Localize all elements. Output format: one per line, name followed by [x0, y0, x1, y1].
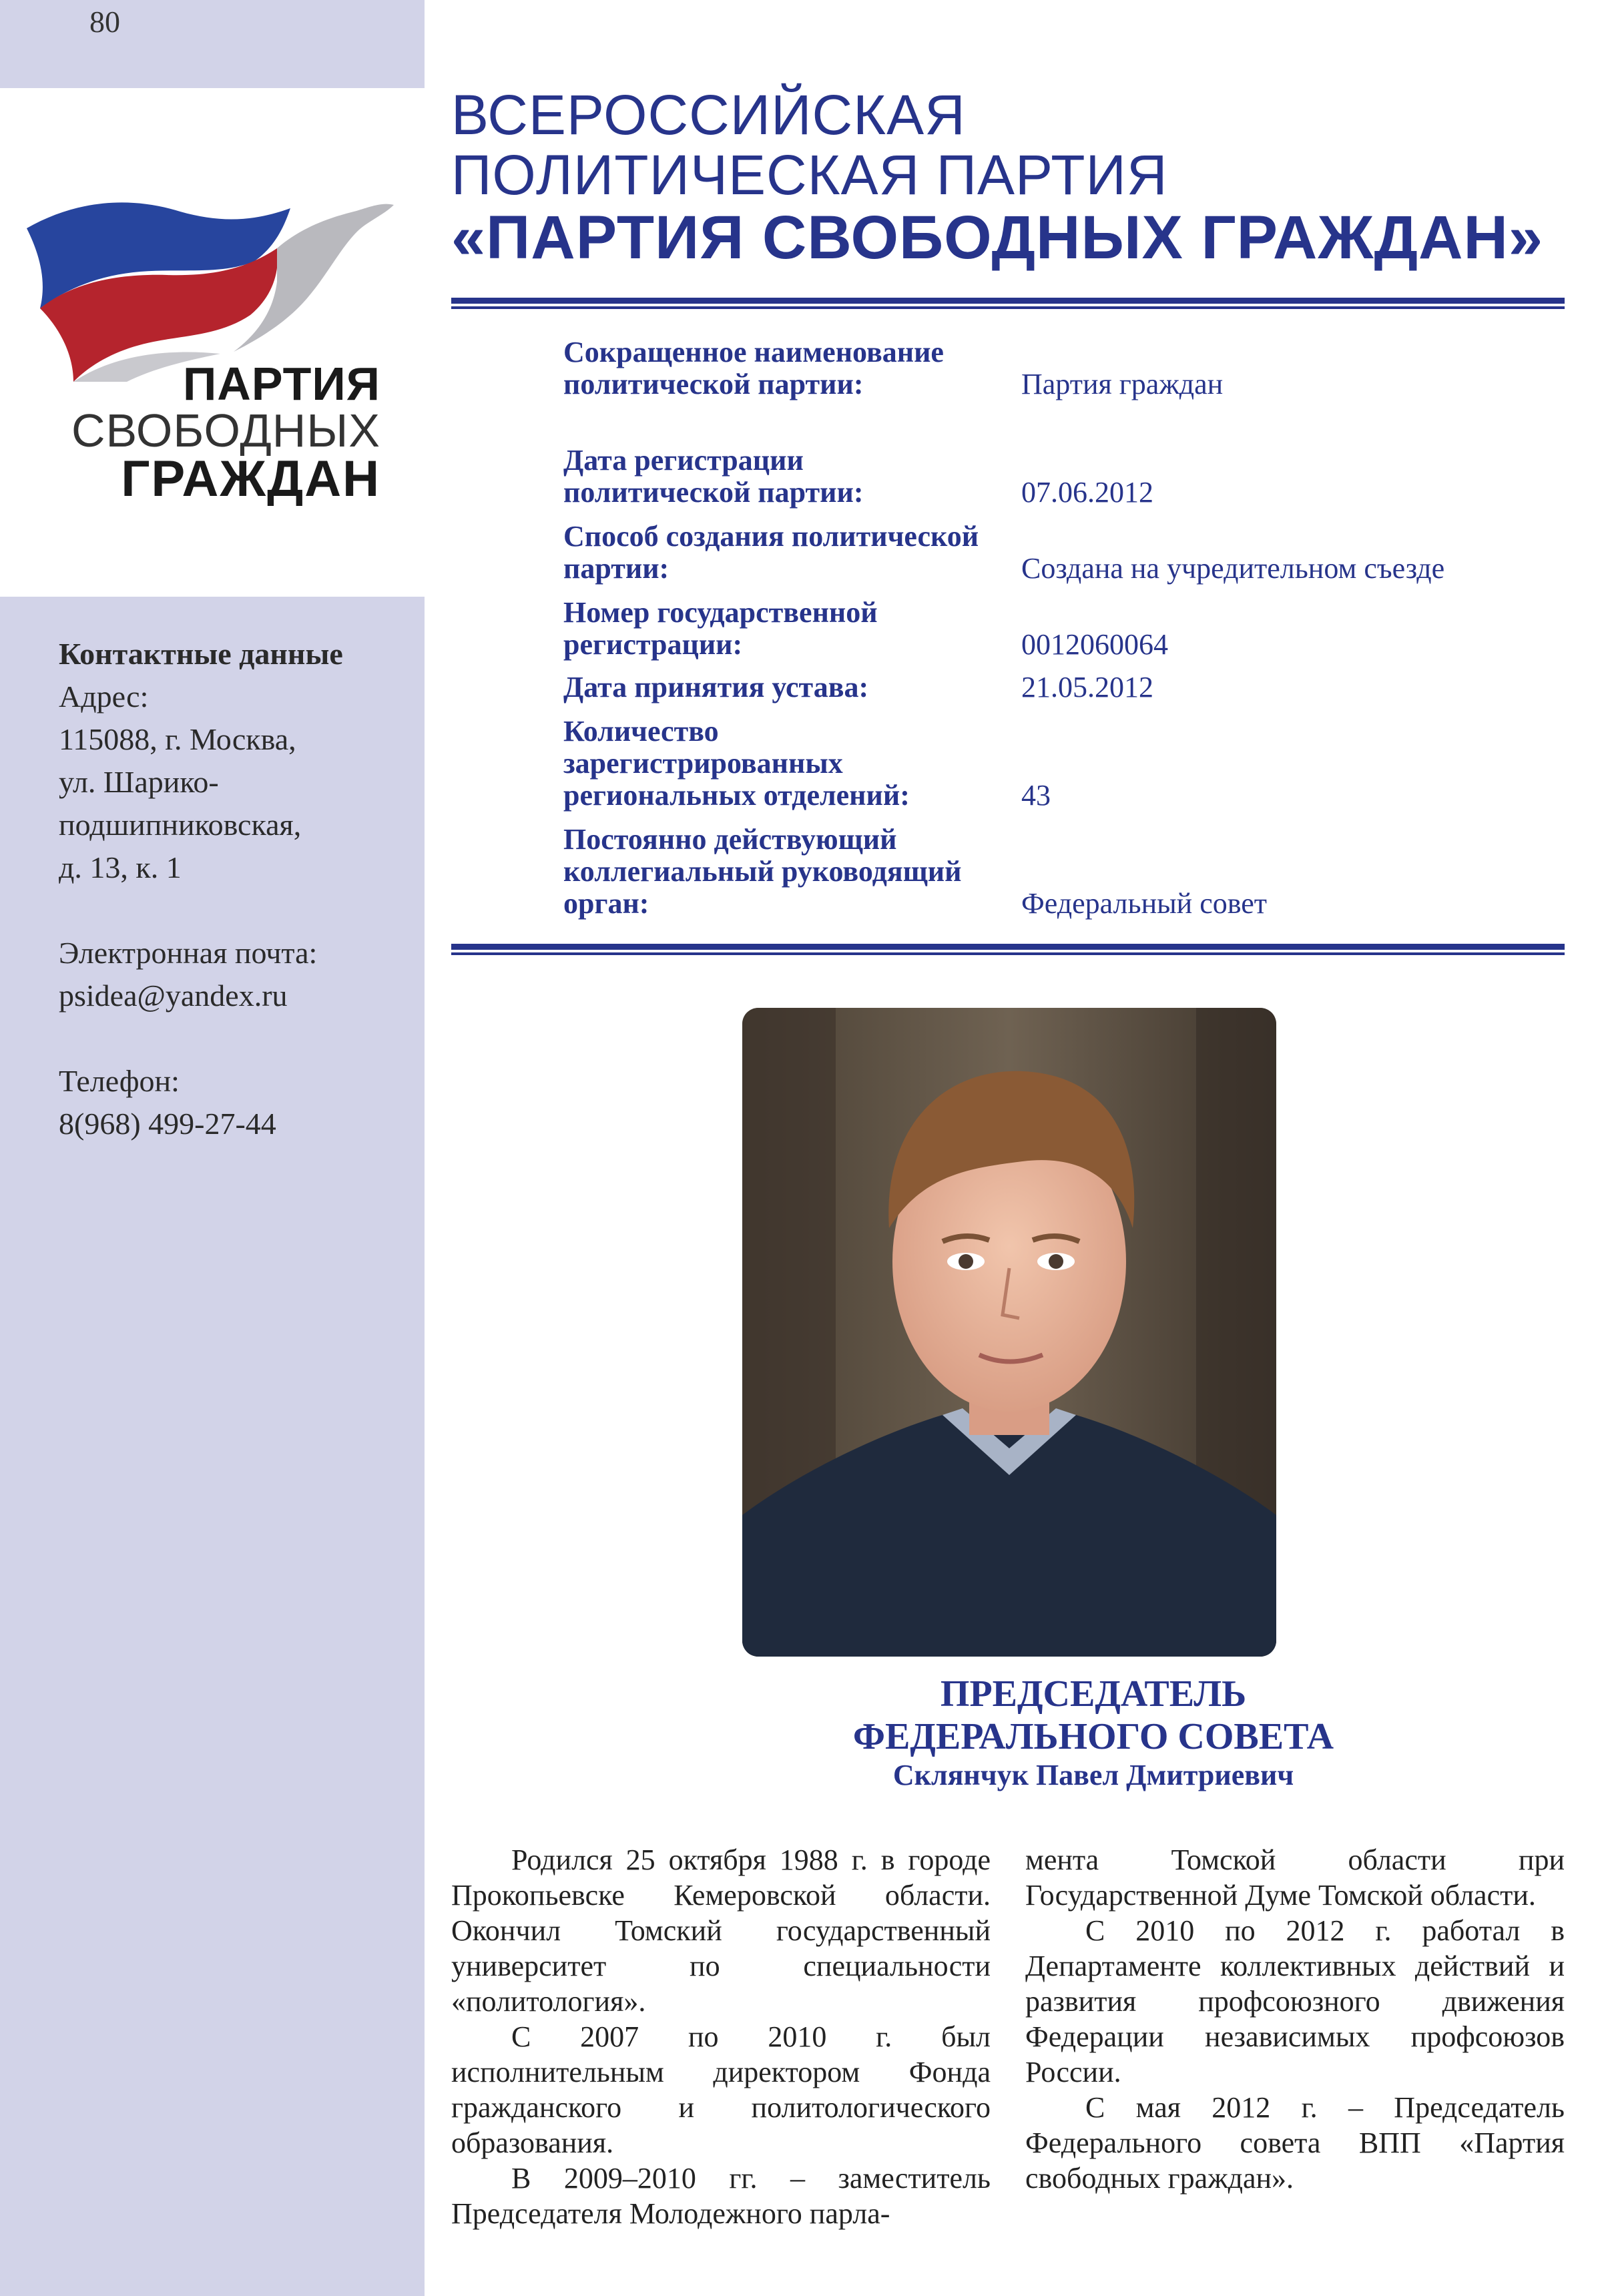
bottom-divider: [451, 944, 1565, 957]
address-line: 115088, г. Москва,: [59, 722, 296, 756]
info-label: Способ создания политической партии:: [563, 520, 979, 585]
info-value: Партия граждан: [1021, 368, 1224, 400]
logo-text-line2: СВОБОДНЫХ: [71, 404, 380, 457]
info-row: [563, 441, 1565, 509]
title-line3: «ПАРТИЯ СВОБОДНЫХ ГРАЖДАН»: [451, 204, 1544, 272]
bio-paragraph: Родился 25 октября 1988 г. в городе Прокопьевске Кемеровской области. Окончил Томский государственный университет по специальности «политология».: [451, 1843, 991, 2018]
page-number: 80: [89, 5, 120, 39]
info-label: Сокращенное наименование политической партии:: [563, 336, 944, 400]
address-line: подшипниковская,: [59, 808, 302, 842]
title-line1: ВСЕРОССИЙСКАЯ: [451, 83, 966, 146]
info-value: 0012060064: [1021, 628, 1168, 661]
contacts-title: Контактные данные: [59, 637, 343, 671]
info-value: 21.05.2012: [1021, 671, 1153, 703]
info-row: [563, 514, 1565, 585]
chairman-title-line2: ФЕДЕРАЛЬНОГО СОВЕТА: [852, 1716, 1334, 1757]
email-label: Электронная почта:: [59, 936, 318, 970]
logo-text-line1: ПАРТИЯ: [182, 358, 380, 410]
bio-paragraph: мента Томской области при Государственной Думе Томской области.: [1025, 1843, 1565, 1912]
party-logo: [0, 88, 425, 597]
chairman-title-line1: ПРЕДСЕДАТЕЛЬ: [940, 1673, 1247, 1715]
info-value: Федеральный совет: [1021, 887, 1268, 920]
title-line2: ПОЛИТИЧЕСКАЯ ПАРТИЯ: [451, 144, 1168, 206]
bio-paragraph: С 2010 по 2012 г. работал в Департаменте коллективных действий и развития профсоюзного движения Федерации независимых профсоюзов России.: [1025, 1914, 1565, 2088]
info-value: 07.06.2012: [1021, 476, 1153, 509]
bio-paragraph: С мая 2012 г. – Председатель Федерального совета ВПП «Партия свободных граждан».: [1025, 2091, 1565, 2195]
address-line: д. 13, к. 1: [59, 850, 182, 884]
email-value[interactable]: psidea@yandex.ru: [59, 978, 288, 1013]
info-label: Постоянно действующий коллегиальный руководящий орган:: [563, 823, 962, 920]
info-label: Дата регистрации политической партии:: [563, 444, 864, 509]
chairman-name: Склянчук Павел Дмитриевич: [892, 1759, 1294, 1791]
logo-text-line3: ГРАЖДАН: [121, 451, 380, 507]
info-value: 43: [1021, 779, 1051, 812]
top-divider: [451, 298, 1565, 311]
address-label: Адрес:: [59, 679, 149, 713]
bio-column-right: [1025, 1842, 1565, 2196]
info-row: [563, 334, 1565, 400]
bio-paragraph: В 2009–2010 гг. – заместитель Председателя Молодежного парла-: [451, 2162, 991, 2230]
info-row: [563, 665, 1565, 703]
info-label: Номер государственной регистрации:: [563, 596, 878, 661]
page-number-box: [0, 0, 425, 88]
phone-value: 8(968) 499-27-44: [59, 1107, 276, 1141]
party-title: [451, 83, 1579, 272]
info-label: Количество зарегистрированных региональных отделений:: [563, 715, 910, 812]
info-value: Создана на учредительном съезде: [1021, 552, 1445, 585]
info-row: [563, 590, 1565, 661]
bio-column-left: [451, 1842, 991, 2231]
chairman-photo: [742, 1008, 1276, 1657]
dove-flag-icon: [20, 182, 407, 382]
info-row: [563, 817, 1565, 920]
contacts-block: [59, 633, 406, 1145]
info-row: [563, 709, 1565, 812]
address-line: ул. Шарико-: [59, 765, 219, 799]
info-label: Дата принятия устава:: [563, 671, 869, 703]
bio-paragraph: С 2007 по 2010 г. был исполнительным директором Фонда гражданского и политологического образования.: [451, 2020, 991, 2159]
phone-label: Телефон:: [59, 1064, 180, 1098]
chairman-title: [425, 1673, 1602, 1758]
